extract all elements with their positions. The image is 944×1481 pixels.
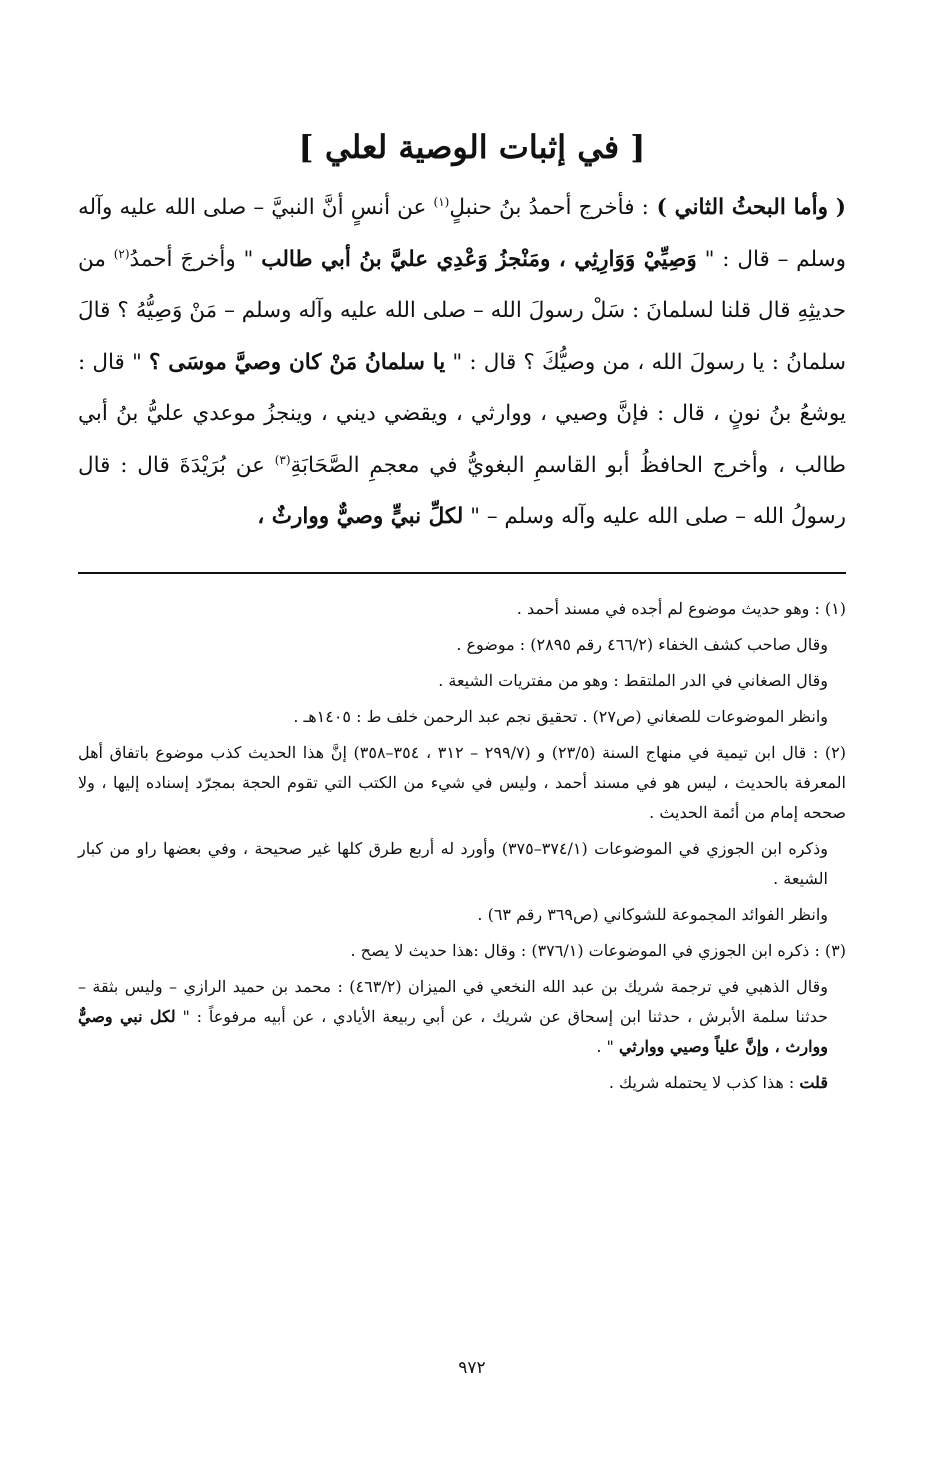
text-segment: عن بُرَيْدَةَ قال : قال رسولُ الله – صلى الله عليه وآله وسلم – " (78, 452, 846, 529)
footnotes (78, 594, 846, 1104)
footnote-1-line: (١) : وهو حديث موضوع لم أجده في مسند أحمد . (516, 599, 846, 618)
hadith-quote-1: وَصِيِّيْ وَوَارِثِي ، ومَنْجزُ وَعْدِي عليَّ بنُ أبي طالب (261, 246, 697, 272)
remark-label: قلت (799, 1073, 828, 1092)
text-segment: " . (596, 1037, 619, 1056)
hadith-quote-2: يا سلمانُ مَنْ كان وصيَّ موسَى ؟ (149, 349, 446, 375)
main-text (78, 182, 846, 543)
section-title: [ في إثبات الوصية لعلي ] (298, 128, 646, 166)
footnote-ref-2[interactable]: (٢) (113, 246, 130, 261)
footnote-2-paragraph: وانظر الفوائد المجموعة للشوكاني (ص٣٦٩ رقم ٦٣) . (477, 905, 828, 924)
quoted-hadith: لكل نبي وصيٌّ ووارث ، وإنَّ علياً وصيي ووارثي (78, 1007, 828, 1056)
text-segment: وقال الذهبي في ترجمة شريك بن عبد الله النخعي في الميزان (٤٦٣/٢) : محمد بن حميد الرازي – وليس بثقة – حدثنا سلمة الأبرش ، حدثنا ابن إسحاق عن شريك ، عن أبي ربيعة الأيادي ، عن أبيه مرفوعاً : " (78, 977, 829, 1026)
text-segment: " وأخرجَ أحمدُ (129, 246, 262, 272)
main-paragraph (78, 182, 846, 543)
page-number: ٩٧٢ (458, 1358, 486, 1378)
footnote-2-paragraph: وذكره ابن الجوزي في الموضوعات (٣٧٤/١–٣٧٥) وأورد له أربع طرق كلها غير صحيحة ، وفي بعضها راو من كبار الشيعة . (78, 839, 829, 888)
footnote-1-line: وقال الصغاني في الدر الملتقط : وهو من مفتريات الشيعة . (438, 671, 828, 690)
hadith-quote-3: لكلِّ نبيٍّ وصيٌّ ووارثٌ ، (257, 504, 464, 529)
footnote-3-remark (78, 1068, 846, 1098)
text-segment: : هذا كذب لا يحتمله شريك . (608, 1073, 800, 1092)
footnote-ref-1[interactable]: (١) (433, 194, 450, 209)
footnote-ref-3[interactable]: (٣) (274, 452, 291, 467)
footnote-3-line: (٣) : ذكره ابن الجوزي في الموضوعات (٣٧٦/١) : وقال :هذا حديث لا يصح . (350, 941, 846, 960)
footnote-divider (78, 572, 846, 574)
text-segment: عن أنسٍ أنَّ النبيَّ – صلى الله عليه وآله وسلم – قال : " (78, 195, 847, 272)
text-segment: " قال : يوشعُ بنُ نونٍ ، قال : فإنَّ وصيي ، ووارثي ، ويقضي ديني ، وينجزُ موعدي عليُّ بنُ أبي طالب ، وأخرج الحافظُ أبو القاسمِ البغويُّ في معجمِ الصَّحَابَةِ (78, 349, 847, 478)
footnote-2-paragraph: (٢) : قال ابن تيمية في منهاج السنة (٢٣/٥) و (٢٩٩/٧ – ٣١٢ ، ٣٥٤–٣٥٨) إنَّ هذا الحديث كذب موضوع باتفاق أهل المعرفة بالحديث ، ليس هو في مسند أحمد ، وليس في شيء من الكتب التي تقوم الحجة بمجرّد إسناده إليها ، ولا صححه إمام من أئمة الحديث . (78, 743, 847, 822)
section-lead: ( وأما البحثُ الثاني ) (648, 195, 846, 220)
footnote-1-line: وقال صاحب كشف الخفاء (٤٦٦/٢ رقم ٢٨٩٥) : موضوع . (456, 635, 828, 654)
text-segment: : فأخرج أحمدُ بنُ حنبلٍ (449, 195, 649, 220)
footnote-3-paragraph (78, 972, 846, 1062)
text-segment: من حديثِهِ قال قلنا لسلمانَ : سَلْ رسولَ الله – صلى الله عليه وآله وسلم – مَنْ وَصِيُّهُ ؟ قالَ سلمانُ : يا رسولَ الله ، من وصيُّكَ ؟ قال : " (78, 246, 847, 375)
footnote-1-line: وانظر الموضوعات للصغاني (ص٢٧) . تحقيق نجم عبد الرحمن خلف ط : ١٤٠٥هـ . (293, 707, 828, 726)
